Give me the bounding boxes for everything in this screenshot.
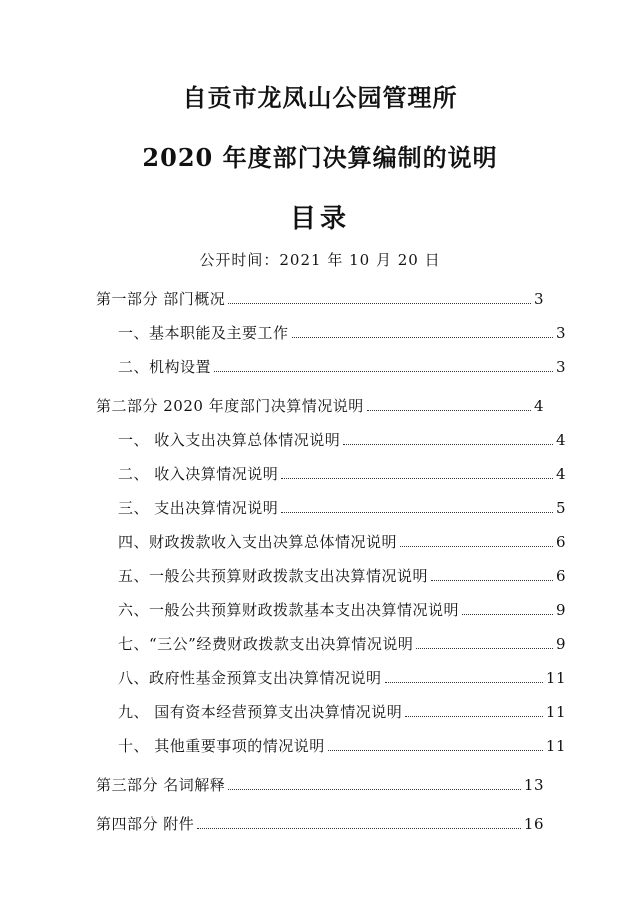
document-subtitle: 2020 年度部门决算编制的说明 xyxy=(142,143,498,172)
toc-entry[interactable] xyxy=(96,632,566,656)
toc-entry-page: 9 xyxy=(555,635,566,653)
toc-entry[interactable] xyxy=(96,462,566,486)
toc-entry[interactable] xyxy=(96,734,566,758)
publish-time: 公开时间：2021 年 10 月 20 日 xyxy=(199,251,441,269)
toc-entry-page: 3 xyxy=(555,358,566,376)
toc-entry[interactable] xyxy=(96,700,566,724)
toc-entry-page: 11 xyxy=(545,703,566,721)
toc-entry-label: 六、一般公共预算财政拨款基本支出决算情况说明 xyxy=(118,601,460,619)
toc-heading: 目录 xyxy=(289,204,350,234)
toc-entry-page: 16 xyxy=(523,815,544,833)
toc-entry-label: 十、 其他重要事项的情况说明 xyxy=(118,737,325,755)
toc-entry-page: 3 xyxy=(555,324,566,342)
toc-entry-label: 第三部分 名词解释 xyxy=(96,776,226,794)
toc-entry-label: 一、 收入支出决算总体情况说明 xyxy=(118,431,341,449)
toc-entry-label: 五、一般公共预算财政拨款支出决算情况说明 xyxy=(118,567,429,585)
toc-entry[interactable] xyxy=(96,564,566,588)
toc-leader-dots xyxy=(462,614,553,615)
toc-entry-page: 4 xyxy=(533,397,544,415)
toc-entry-label: 第四部分 附件 xyxy=(96,815,195,833)
toc-entry[interactable] xyxy=(96,598,566,622)
toc-leader-dots xyxy=(214,371,553,372)
toc-entry-label: 三、 支出决算情况说明 xyxy=(118,499,279,517)
toc-leader-dots xyxy=(343,444,553,445)
toc-entry-label: 七、“三公”经费财政拨款支出决算情况说明 xyxy=(118,635,414,653)
toc-leader-dots xyxy=(416,648,553,649)
toc-entry[interactable] xyxy=(96,394,544,418)
toc-entry-page: 13 xyxy=(523,776,544,794)
toc-entry-page: 4 xyxy=(555,465,566,483)
toc-entry-label: 八、政府性基金预算支出决算情况说明 xyxy=(118,669,382,687)
toc-leader-dots xyxy=(328,750,543,751)
document-title: 自贡市龙凤山公园管理所 xyxy=(182,83,458,112)
toc-entry[interactable] xyxy=(96,428,566,452)
toc-leader-dots xyxy=(228,303,531,304)
toc-leader-dots xyxy=(281,512,553,513)
toc-entry-page: 4 xyxy=(555,431,566,449)
toc-entry[interactable] xyxy=(96,496,566,520)
toc-entry-page: 11 xyxy=(545,737,566,755)
toc-entry-label: 二、机构设置 xyxy=(118,358,212,376)
toc-entry-label: 二、 收入决算情况说明 xyxy=(118,465,279,483)
toc-leader-dots xyxy=(400,546,553,547)
toc-entry-label: 四、财政拨款收入支出决算总体情况说明 xyxy=(118,533,398,551)
toc-entry[interactable] xyxy=(96,773,544,797)
toc-leader-dots xyxy=(281,478,553,479)
toc-entry-page: 5 xyxy=(555,499,566,517)
toc-entry[interactable] xyxy=(96,812,544,836)
toc-leader-dots xyxy=(385,682,543,683)
toc-leader-dots xyxy=(405,716,543,717)
toc-leader-dots xyxy=(197,828,521,829)
toc-entry-label: 第一部分 部门概况 xyxy=(96,290,226,308)
toc-leader-dots xyxy=(431,580,553,581)
toc-entry[interactable] xyxy=(96,287,544,311)
toc-entry[interactable] xyxy=(96,321,566,345)
toc-entry-label: 九、 国有资本经营预算支出决算情况说明 xyxy=(118,703,403,721)
toc-entry-page: 3 xyxy=(533,290,544,308)
toc-entry-page: 11 xyxy=(545,669,566,687)
toc-entry[interactable] xyxy=(96,355,566,379)
toc-entry-label: 一、基本职能及主要工作 xyxy=(118,324,289,342)
toc-leader-dots xyxy=(228,789,521,790)
toc-entry-page: 9 xyxy=(555,601,566,619)
toc-leader-dots xyxy=(292,337,553,338)
toc-entry-page: 6 xyxy=(555,567,566,585)
toc-entry[interactable] xyxy=(96,666,566,690)
toc-entry-label: 第二部分 2020 年度部门决算情况说明 xyxy=(96,397,364,415)
toc-entry[interactable] xyxy=(96,530,566,554)
toc-leader-dots xyxy=(367,410,531,411)
toc-entry-page: 6 xyxy=(555,533,566,551)
